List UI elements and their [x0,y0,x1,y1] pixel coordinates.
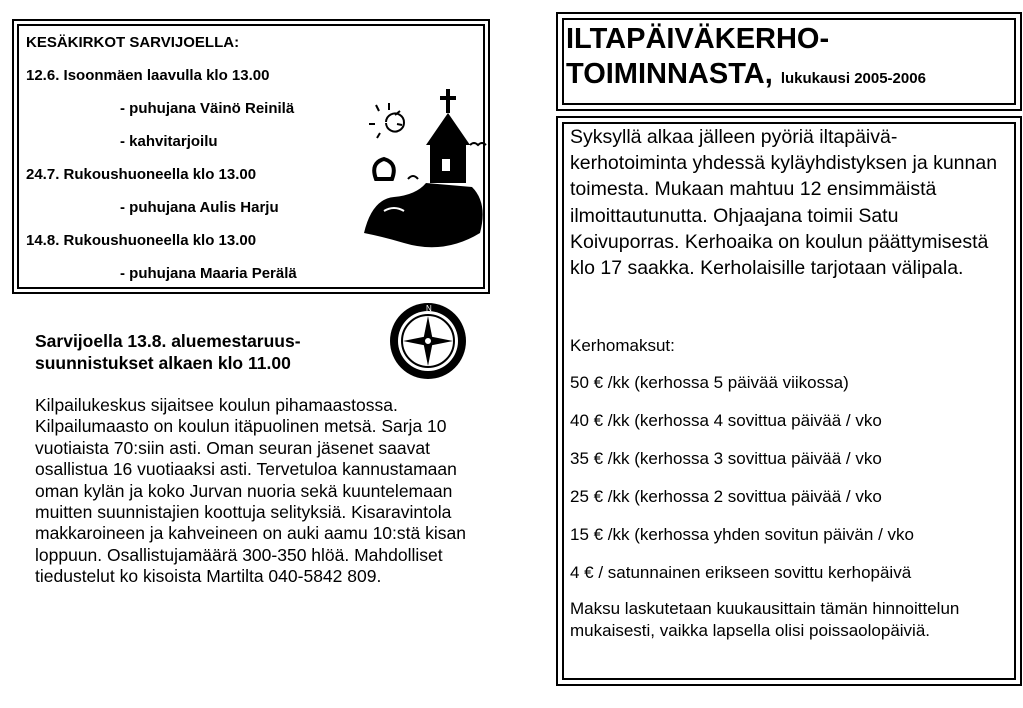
fee-line-3: 35 € /kk (kerhossa 3 sovittua päivää / vko [570,449,882,468]
fee-line-6: 4 € / satunnainen erikseen sovittu kerhopäivä [570,563,912,582]
summer-church-event-1: 12.6. Isoonmäen laavulla klo 13.00 [26,67,270,84]
club-subtitle: lukukausi 2005-2006 [780,70,926,87]
orienteering-body: Kilpailukeskus sijaitsee koulun pihamaastossa. Kilpailumaasto on koulun itäpuolinen metsä. Sarja 10 vuotiaista 70:siin asti. Oman seuran jäsenet saavat osallistua 16 vuotiaaksi asti. Tervetuloa kannustamaan oman kylän ja koko Jurvan nuoria sekä kuuntelemaan muitten suunnistajien koottuja selityksiä. Kisaravintola makkaroineen ja kahveineen on auki aamu 10:stä kisan loppuun. Osallistujamäärä 300-350 hlöä. Mahdolliset tiedustelut ko kisoista Martilta 040-5842 809. [35,395,466,587]
fee-line-2: 40 € /kk (kerhossa 4 sovittua päivää / vko [570,411,882,430]
club-title-line-2: TOIMINNASTA, [566,58,773,90]
club-footer: Maksu laskutetaan kuukausittain tämän hinnoittelun mukaisesti, vaikka lapsella olisi poissaolopäiviä. [570,599,960,640]
fees-heading: Kerhomaksut: [570,336,675,355]
club-title-box [556,12,1022,111]
church-clipart-icon [364,83,489,263]
summer-church-speaker-3: - puhujana Maaria Perälä [120,265,297,282]
svg-text:N: N [426,304,432,313]
summer-churches-heading: KESÄKIRKOT SARVIJOELLA: [26,34,240,51]
club-title [566,22,926,96]
compass-icon [387,300,469,382]
summer-church-event-3: 14.8. Rukoushuoneella klo 13.00 [26,232,257,249]
club-content-box [556,116,1022,686]
summer-church-speaker-1: - puhujana Väinö Reinilä [120,100,295,117]
orienteering-title: Sarvijoella 13.8. aluemestaruus-suunnistukset alkaen klo 11.00 [35,331,301,373]
club-intro: Syksyllä alkaa jälleen pyöriä iltapäivä-kerhotoiminta yhdessä kyläyhdistyksen ja kunnan toimesta. Mukaan mahtuu 12 ensimmäistä ilmoittautunutta. Ohjaajana toimii Satu Koivuporras. Kerhoaika on koulun päättymisestä klo 17 saakka. Kerholaisille tarjotaan välipala. [570,126,998,280]
fee-line-5: 15 € /kk (kerhossa yhden sovitun päivän / vko [570,525,914,544]
summer-church-event-2: 24.7. Rukoushuoneella klo 13.00 [26,166,257,183]
fee-line-4: 25 € /kk (kerhossa 2 sovittua päivää / vko [570,487,882,506]
summer-churches-box [12,19,490,294]
summer-church-speaker-2: - puhujana Aulis Harju [120,199,279,216]
summer-church-coffee: - kahvitarjoilu [120,133,218,150]
club-title-line-1: ILTAPÄIVÄKERHO- [566,23,830,55]
club-title-line-2-wrap [566,57,926,96]
fee-line-1: 50 € /kk (kerhossa 5 päivää viikossa) [570,373,849,392]
